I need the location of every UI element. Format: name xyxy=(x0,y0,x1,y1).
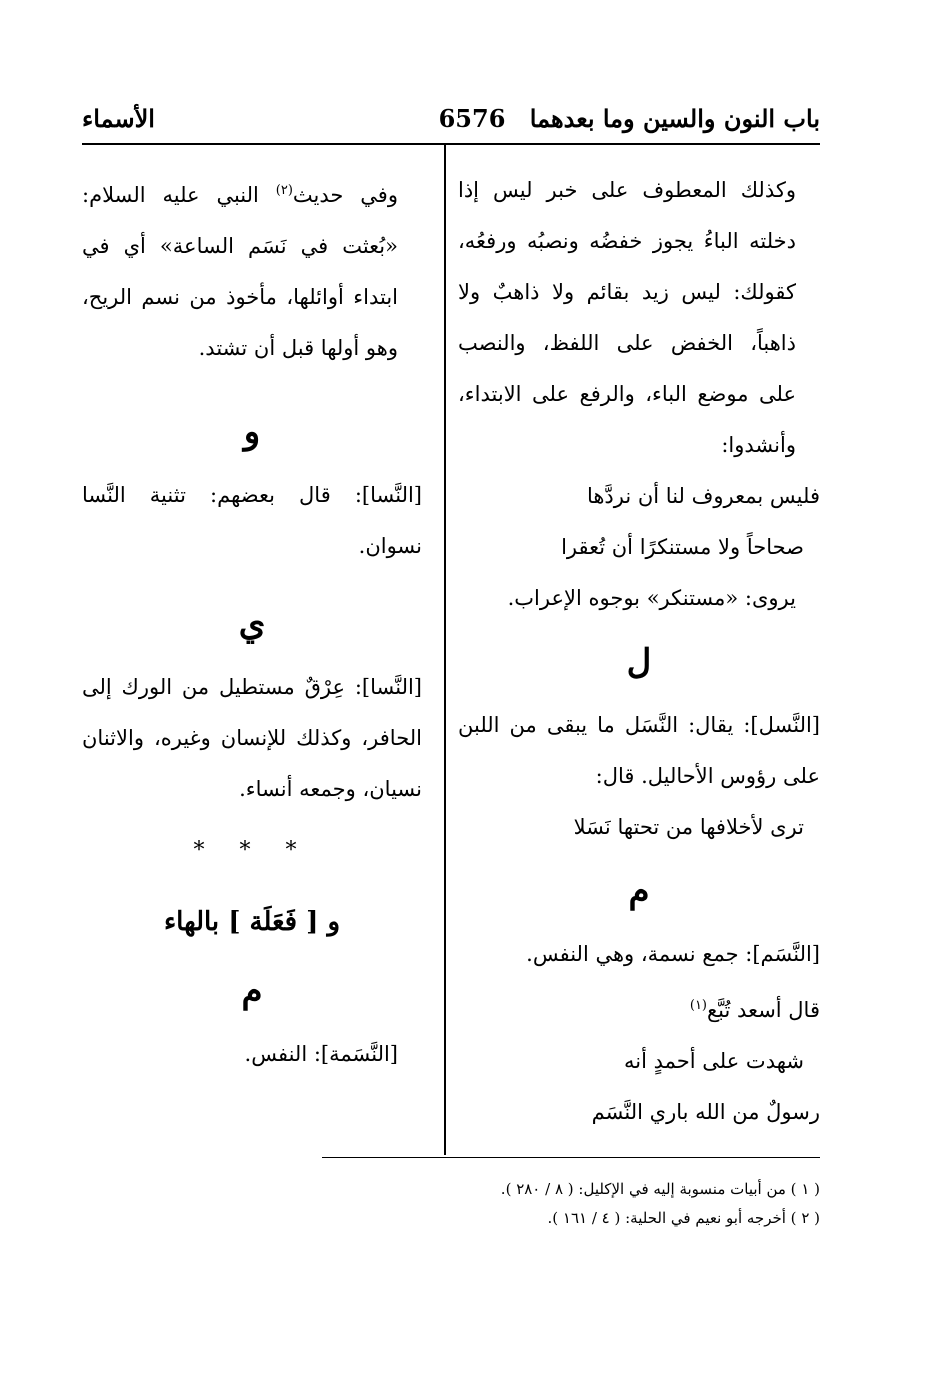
page-number: 6576 xyxy=(438,104,506,133)
left-column xyxy=(82,165,422,1080)
page-header xyxy=(82,104,820,144)
quote-attribution xyxy=(458,980,820,1036)
hadith-text: النبي عليه السلام: «بُعثت في نَسَم الساعة» أي في ابتداء أوائلها، مأخوذ من نسم الريح، وهو أولها قبل أن تشتد. xyxy=(82,183,398,360)
footnotes xyxy=(320,1175,820,1233)
paragraph-conjunction: وكذلك المعطوف على خبر ليس إذا دخلته الباءُ يجوز خفضُه ونصبُه ورفعُه، كقولك: ليس زيد بقائم ولا ذاهبٌ ولا ذاهباً، الخفض على اللفظ، والنصب على موضع الباء، والرفع على الابتداء، وأنشدوا: xyxy=(458,178,796,457)
letter-heading-mim: م xyxy=(628,871,650,911)
footnote-ref: (٢) xyxy=(275,183,293,198)
footnote-1: ( ١ ) من أبيات منسوبة إليه في الإكليل: ( ٨ / ٢٨٠ ). xyxy=(500,1180,820,1198)
letter-heading-waw: و xyxy=(243,412,261,452)
verse-line: فليس بمعروف لنا أن نردَّها xyxy=(586,484,820,508)
entry-nasam: [النَّسَم]: جمع نسمة، وهي النفس. xyxy=(526,942,820,966)
verse-line: صحاحاً ولا مستنكرًا أن تُعقرا xyxy=(561,535,804,559)
verse-line: ترى لأخلافها من تحتها نَسَلا xyxy=(573,815,804,839)
hadith-intro: وفي حديث xyxy=(292,183,398,207)
entry-nasl: [النَّسل]: يقال: النَّسَل ما يبقى من اللبن على رؤوس الأحاليل. قال: xyxy=(458,713,820,788)
footnote-2: ( ٢ ) أخرجه أبو نعيم في الحلية: ( ٤ / ١٦١ ). xyxy=(547,1209,820,1227)
section-title: الأسماء xyxy=(82,104,155,133)
entry-hadith xyxy=(82,165,422,374)
letter-heading-lam: ل xyxy=(626,642,652,682)
section-separator: * * * xyxy=(193,838,311,863)
header-rule xyxy=(82,143,820,145)
verse-line: شهدت على أحمدٍ أنه xyxy=(624,1049,804,1073)
entry-nasa-dual: [النَّسا]: قال بعضهم: تثنية النَّسا نسوان. xyxy=(82,483,422,558)
variant-note: يروى: «مستنكر» بوجوه الإعراب. xyxy=(507,586,796,610)
letter-heading-mim: م xyxy=(241,971,263,1011)
pattern-heading: و [ فَعَلَة ] بالهاء xyxy=(163,907,341,937)
chapter-title: باب النون والسين وما بعدهما xyxy=(529,104,820,133)
entry-nasama: [النَّسَمة]: النفس. xyxy=(244,1042,398,1066)
letter-heading-ya: ي xyxy=(238,604,266,644)
attribution-text: قال أسعد تُبَّع xyxy=(707,998,820,1022)
right-column xyxy=(458,165,820,1138)
entry-nasa-vein: [النَّسا]: عِرْقٌ مستطيل من الورك إلى الحافر، وكذلك للإنسان وغيره، والاثنان نسيان، وجمعه أنساء. xyxy=(82,675,422,801)
verse-line: رسولٌ من الله باري النَّسَم xyxy=(591,1100,820,1124)
footnote-rule xyxy=(322,1157,820,1158)
footnote-ref: (١) xyxy=(689,998,707,1013)
column-divider xyxy=(444,145,446,1155)
